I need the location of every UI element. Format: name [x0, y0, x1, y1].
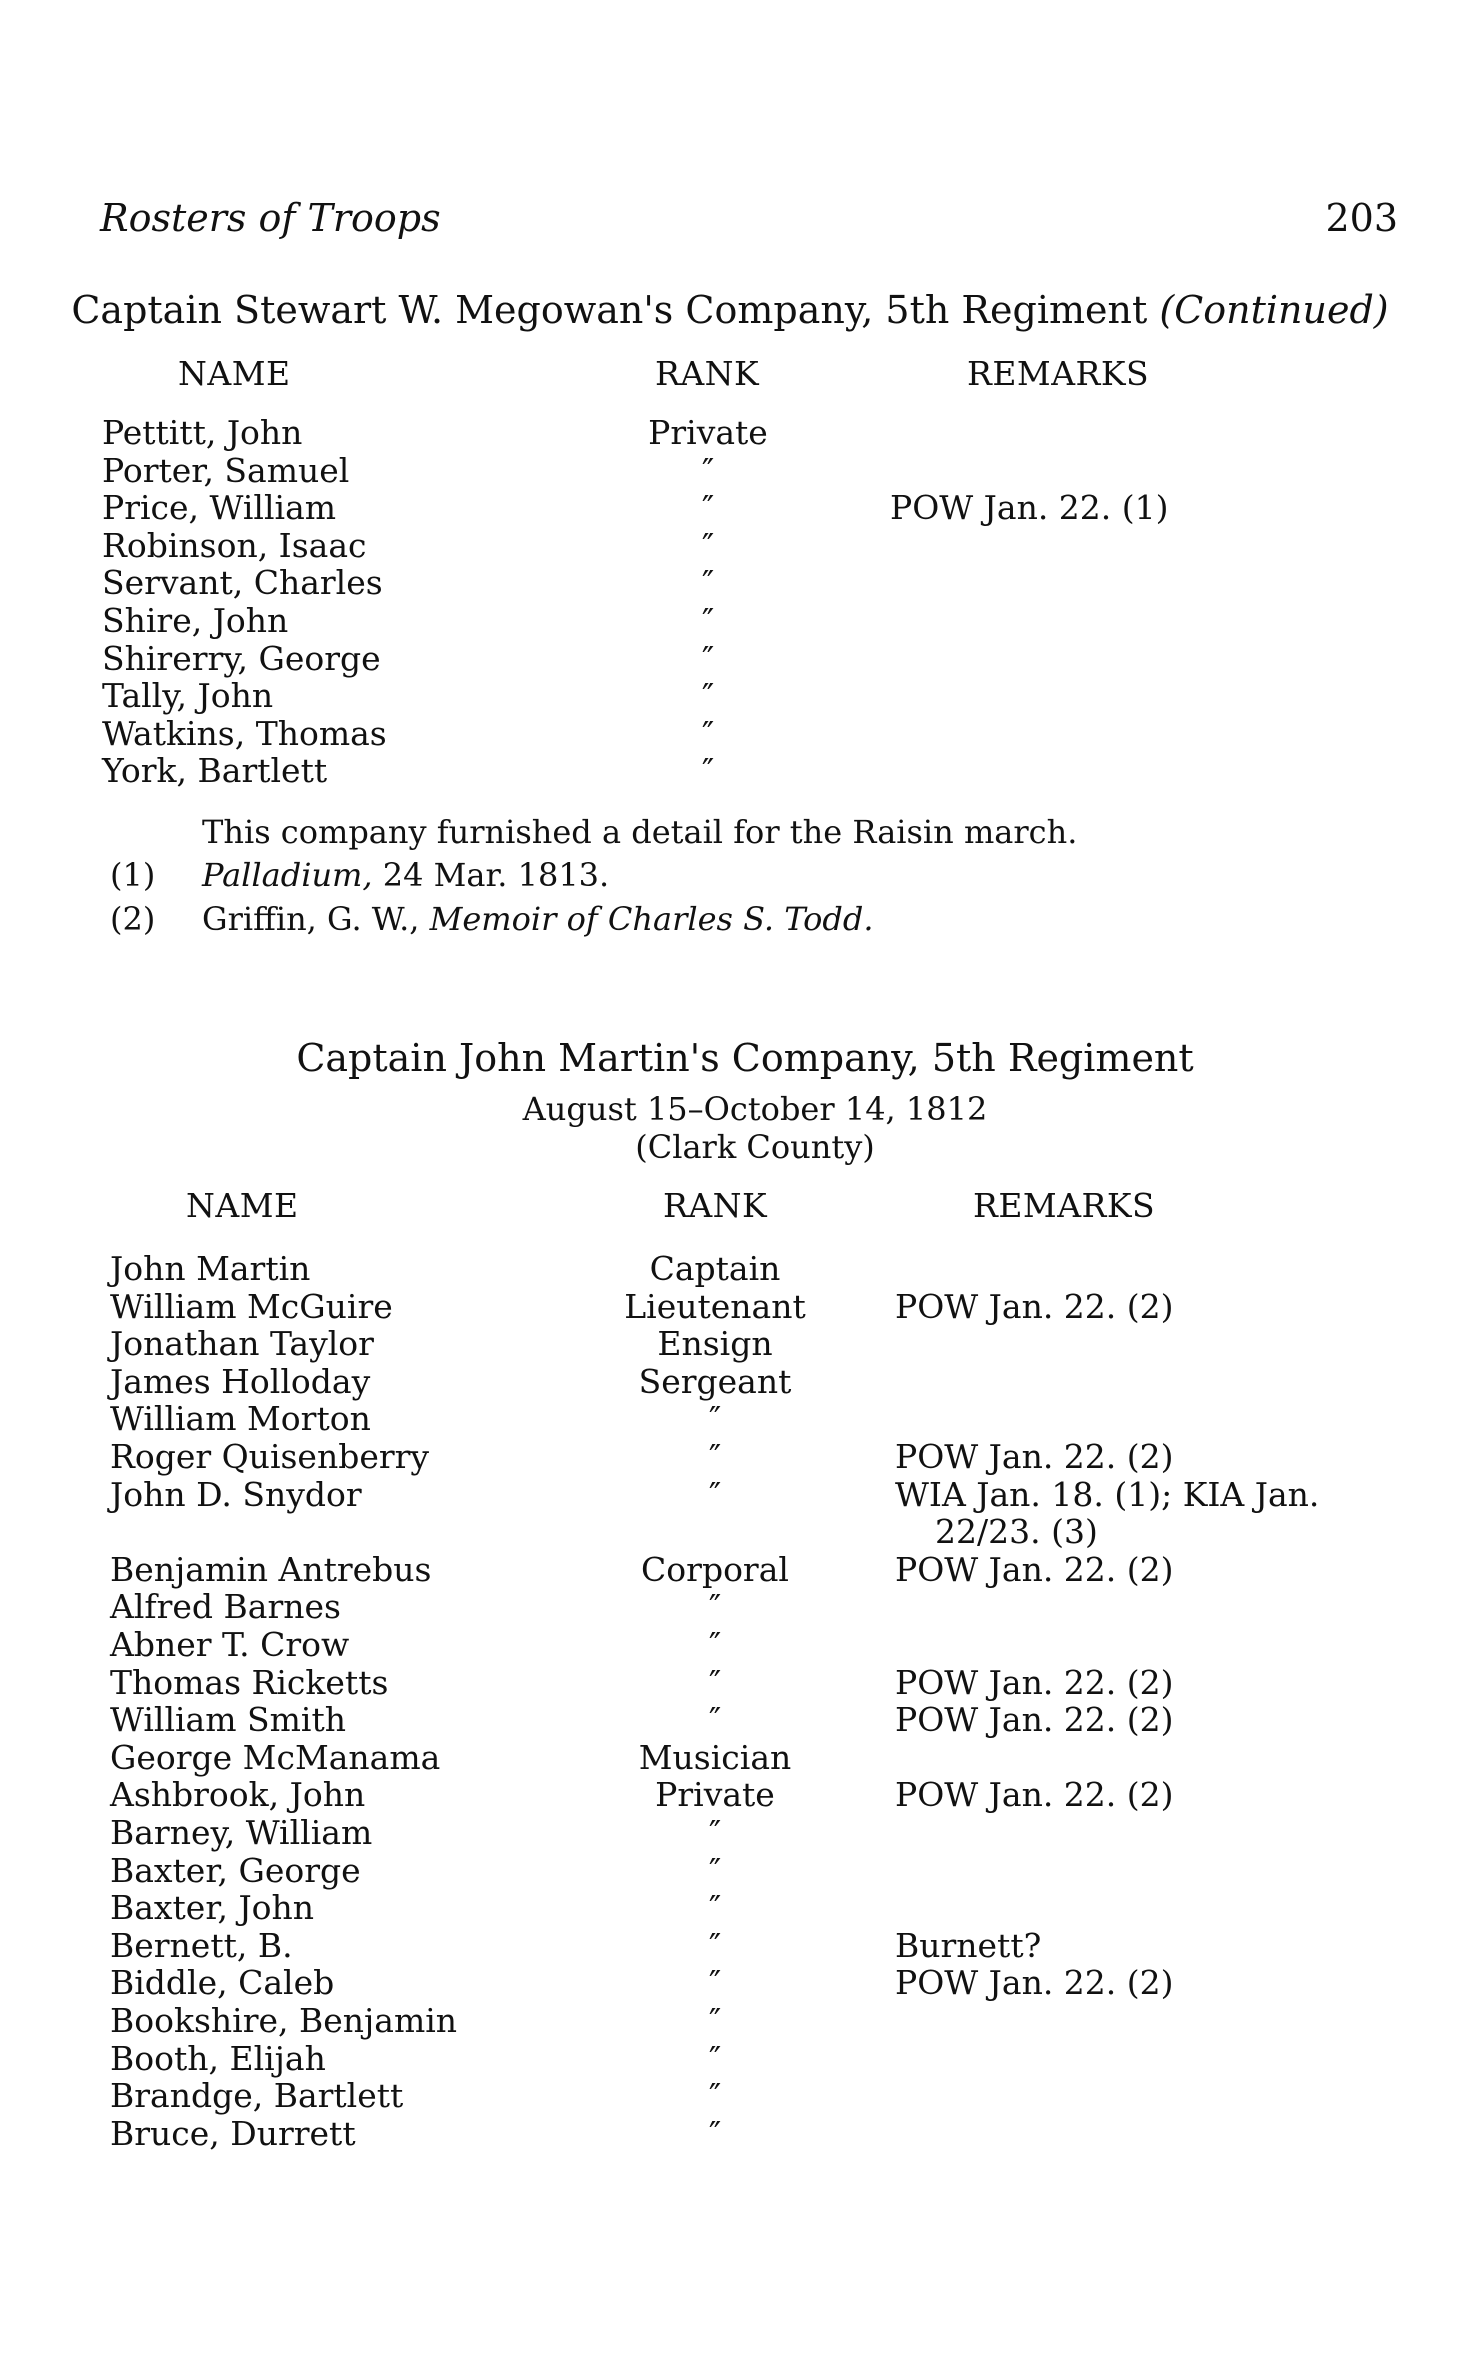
roster-rank: ″ [708, 1925, 722, 1965]
footnote-2-source: Memoir of Charles S. Todd. [429, 900, 874, 938]
roster-rank: ″ [708, 1813, 722, 1852]
roster-name: Watkins, Thomas [102, 713, 387, 753]
roster-name: Booth, Elijah [110, 2038, 326, 2078]
roster-name: Bernett, B. [110, 1925, 293, 1965]
table-row [0, 1400, 1460, 1437]
section2-header-rank: RANK [663, 1186, 768, 1225]
roster-rank: ″ [701, 751, 715, 791]
roster-name: Ashbrook, John [110, 1775, 366, 1815]
roster-name: Brandge, Bartlett [110, 2076, 404, 2116]
roster-name: William McGuire [110, 1286, 393, 1326]
footnote-1-mark: (1) [110, 856, 156, 894]
roster-remarks: POW Jan. 22. (2) [895, 1662, 1174, 1702]
roster-name: George McManama [110, 1737, 441, 1777]
roster-rank: ″ [708, 2076, 722, 2116]
roster-rank: ″ [701, 601, 715, 640]
table-row [0, 677, 1460, 714]
roster-rank: ″ [708, 2113, 722, 2153]
roster-remarks: POW Jan. 22. (1) [890, 488, 1169, 528]
table-row [0, 1288, 1460, 1325]
roster-rank: ″ [701, 676, 715, 716]
table-row [0, 2115, 1460, 2152]
footnote-1-source: Palladium, [202, 856, 373, 894]
section1-header-name: NAME [178, 354, 291, 393]
table-row [0, 1438, 1460, 1475]
table-row [0, 1476, 1460, 1513]
roster-name: Robinson, Isaac [102, 525, 367, 565]
roster-rank: ″ [701, 638, 715, 678]
table-row [0, 1626, 1460, 1663]
roster-remarks: WIA Jan. 18. (1); KIA Jan. [895, 1474, 1320, 1514]
table-row [0, 1776, 1460, 1813]
roster-name: Servant, Charles [102, 563, 383, 603]
table-row [0, 1250, 1460, 1287]
roster-remarks: Burnett? [895, 1925, 1042, 1965]
roster-remarks: POW Jan. 22. (2) [895, 1286, 1174, 1326]
roster-name: Bruce, Durrett [110, 2113, 356, 2153]
roster-name: Baxter, John [110, 1888, 315, 1928]
roster-rank: ″ [708, 1888, 722, 1928]
roster-rank: ″ [708, 1850, 722, 1890]
roster-name: Shirerry, George [102, 638, 381, 678]
table-row [0, 1551, 1460, 1588]
page-number: 203 [1325, 196, 1398, 240]
roster-name: Barney, William [110, 1813, 373, 1852]
roster-rank: ″ [708, 1474, 722, 1514]
table-row [0, 2040, 1460, 2077]
footnote-1-rest: 24 Mar. 1813. [382, 856, 610, 894]
roster-rank: ″ [708, 1437, 722, 1476]
section2-county: (Clark County) [635, 1128, 875, 1166]
table-row [0, 527, 1460, 564]
table-row [0, 1964, 1460, 2001]
roster-remarks: POW Jan. 22. (2) [895, 1437, 1174, 1476]
table-row [0, 489, 1460, 526]
footnote-2-author: Griffin, G. W., [202, 900, 420, 938]
table-row [0, 414, 1460, 451]
roster-name: Shire, John [102, 601, 289, 640]
roster-name: Pettitt, John [102, 413, 303, 452]
section1-header-rank: RANK [655, 354, 760, 393]
table-row [0, 1814, 1460, 1851]
table-row [0, 1325, 1460, 1362]
table-row [0, 1664, 1460, 1701]
table-row [0, 2002, 1460, 2039]
roster-name: Biddle, Caleb [110, 1963, 335, 2003]
roster-name: Abner T. Crow [110, 1625, 350, 1664]
section2-dates: August 15–October 14, 1812 [522, 1090, 988, 1128]
table-row [0, 1739, 1460, 1776]
section2-header-name: NAME [186, 1186, 299, 1225]
table-row [0, 1927, 1460, 1964]
roster-rank: Private [655, 1775, 775, 1815]
table-row [0, 564, 1460, 601]
footnote-2-mark: (2) [110, 900, 156, 938]
section1-title-suffix: (Continued) [1159, 288, 1389, 332]
roster-name: Jonathan Taylor [110, 1324, 374, 1364]
table-row [0, 1889, 1460, 1926]
roster-remarks: POW Jan. 22. (2) [895, 1775, 1174, 1815]
section2-title: Captain John Martin's Company, 5th Regiment [296, 1036, 1194, 1080]
roster-name: Roger Quisenberry [110, 1437, 430, 1476]
roster-rank: Private [648, 413, 768, 452]
roster-rank: ″ [701, 488, 715, 528]
section1-title-text: Captain Stewart W. Megowan's Company, 5th Regiment [71, 288, 1148, 332]
roster-rank: ″ [701, 525, 715, 565]
roster-name: Bookshire, Benjamin [110, 2001, 458, 2040]
roster-rank: ″ [708, 1963, 722, 2003]
table-row [0, 2077, 1460, 2114]
roster-rank: ″ [708, 1662, 722, 1702]
section1-note: This company furnished a detail for the Raisin march. [202, 813, 1078, 851]
roster-remarks: POW Jan. 22. (2) [895, 1963, 1174, 2003]
roster-remarks: POW Jan. 22. (2) [895, 1549, 1174, 1589]
roster-rank: ″ [708, 1700, 722, 1740]
roster-rank: Sergeant [638, 1361, 792, 1401]
roster-rank: Corporal [641, 1549, 789, 1589]
roster-rank: ″ [701, 450, 715, 490]
section1-title [0, 288, 1460, 332]
roster-name: Alfred Barnes [110, 1587, 341, 1627]
table-row [0, 452, 1460, 489]
roster-name: Price, William [102, 488, 337, 528]
roster-rank: Lieutenant [624, 1286, 806, 1326]
running-title: Rosters of Troops [100, 196, 441, 240]
roster-rank: ″ [708, 2038, 722, 2078]
roster-rank: ″ [701, 713, 715, 753]
table-row [0, 715, 1460, 752]
table-row-continuation [0, 1513, 1460, 1550]
table-row [0, 752, 1460, 789]
roster-rank: Musician [638, 1737, 792, 1777]
table-row [0, 602, 1460, 639]
roster-name: John Martin [110, 1249, 311, 1288]
table-row [0, 640, 1460, 677]
table-row [0, 1701, 1460, 1738]
roster-name: Porter, Samuel [102, 450, 350, 490]
roster-remarks-continued: 22/23. (3) [935, 1512, 1098, 1552]
roster-rank: ″ [708, 1625, 722, 1664]
section1-header-remarks: REMARKS [967, 354, 1150, 393]
roster-rank: Captain [649, 1249, 781, 1288]
roster-rank: ″ [701, 563, 715, 603]
roster-name: James Holloday [110, 1361, 371, 1401]
table-row [0, 1588, 1460, 1625]
table-row [0, 1363, 1460, 1400]
roster-name: Benjamin Antrebus [110, 1549, 432, 1589]
roster-name: John D. Snydor [110, 1474, 362, 1514]
roster-rank: ″ [708, 1587, 722, 1627]
roster-name: William Morton [110, 1399, 371, 1439]
table-row [0, 1852, 1460, 1889]
roster-name: William Smith [110, 1700, 346, 1740]
roster-rank: ″ [708, 2001, 722, 2040]
roster-rank: ″ [708, 1399, 722, 1439]
roster-name: Tally, John [102, 676, 274, 716]
roster-name: Thomas Ricketts [110, 1662, 389, 1702]
roster-name: York, Bartlett [102, 751, 328, 791]
roster-name: Baxter, George [110, 1850, 361, 1890]
roster-remarks: POW Jan. 22. (2) [895, 1700, 1174, 1740]
roster-rank: Ensign [657, 1324, 773, 1364]
section2-header-remarks: REMARKS [973, 1186, 1156, 1225]
